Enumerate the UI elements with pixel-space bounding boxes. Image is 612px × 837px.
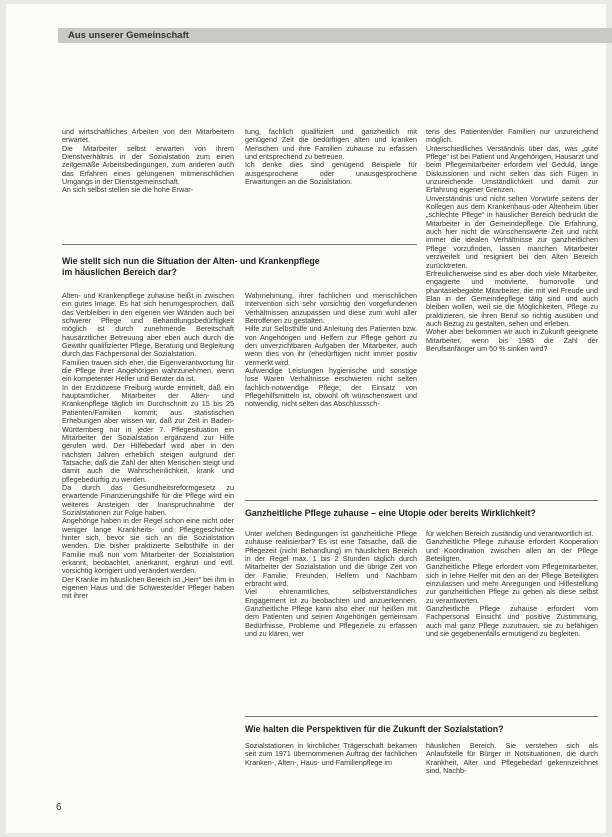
paragraph: Erfreulicherweise sind es aber doch viele Mitarbeiter, engagierte und motivierte, humorvolle und phantasiebegabte Mitarbeiter, die mit viel Freude und Elan in der Gemeindepflege tätig sind und auch bleiben wollen, weil sie die Möglichkeiten, Pflege zu praktizieren, sie ihren Beruf so richtig ausüben und auch Bezug zu gestalten, sehen und erleben.	[426, 268, 598, 328]
paragraph: Da durch das Gesundheitsreformgesetz zu erwartende Finanzierungshilfe für die Pflege wird ein weiteres Ansteigen der Inanspruchnahme der Sozialstationen zur Folge haben.	[62, 482, 234, 517]
section-heading-situation	[62, 256, 422, 278]
paragraph: Unterschiedliches Verständnis über das, was „gute Pflege“ ist bei Patient und Angehörigen, Hausarzt und beim Pflegemitarbeiter erfordern viel Geduld, lange Diskussionen und nicht selten das sich Fügen in unzureichende Umständlichkeit und damit zur Erfahrung eigener Grenzen.	[426, 143, 598, 195]
paragraph: Woher aber bekommen wir auch in Zukunft geeignete Mitarbeiter, wenn bis 1985 die Zahl der Berufsanfänger um 50 % sinken wird?	[426, 327, 598, 353]
paragraph: In der Erzdiözese Freiburg wurde ermittelt, daß ein hauptamtlicher Mitarbeiter der Alten- und Krankenpflege täglich im Durchschnitt zu 15 bis 25 Patienten/Familien kommt; aus statistischen Erhebungen aber wissen wir, daß zur Zeit in Baden-Württemberg nur in jeder 7. Pflegesituation ein Mitarbeiter der Sozialstation ergänzend zur Hilfe gerufen wird. Der Hilfebedarf wird aber in den nächsten Jahren erheblich steigen aufgrund der Tatsache, daß die Zahl der alten Menschen steigt und damit auch die Wahrscheinlichkeit, krank und pflegebedürftig zu werden.	[62, 382, 234, 484]
paragraph: Aufwendige Leistungen hygienische und sonstige lose Waren Verhältnisse erschweren nicht selten fachlich-notwendige Pflege; der Einsatz von Pflegehilfsmitteln ist, obwohl oft wünschenswert und notwendig, nicht selten das Abschlusssch-	[245, 366, 417, 409]
section-rule	[245, 500, 598, 501]
paragraph: Angehörige haben in der Regel schon eine nicht oder weniger lange Krankheits- und Pflegegeschichte hinter sich, bevor sie sich an die Sozialstation wenden. Die bisher praktizierte Selbsthilfe in der Familie muß nun vom Mitarbeiter der Sozialstation erkannt, beobachtet, anerkannt, ergänzt und evtl. vorsichtig korrigiert und verändert werden.	[62, 516, 234, 576]
paragraph: An sich selbst stellen sie die hohe Erwar-	[62, 185, 194, 195]
paragraph: Unter welchen Bedingungen ist ganzheitliche Pflege zuhause realisierbar? Es ist eine Tatsache, daß die Pflegezeit (nicht Behandlung) im häuslichen Bereich in der Regel max. 1 bis 2 Stunden täglich durch Mitarbeiter der Sozialstation und die übrige Zeit von der Familie, Freunden, Helfern und Nachbarn erbracht wird.	[245, 530, 417, 589]
paragraph: tung, fachlich qualifiziert und ganzheitlich mit genügend Zeit die bedürftigen alten und kranken Menschen und ihre Familien zuhause zu erfassen und entsprechend zu betreuen.	[245, 128, 417, 162]
paragraph: Viel ehrenamtliches, selbstverständliches Engagement ist zu beobachten und anzuerkennen. Ganzheitliche Pflege kann also eher nur heißen mit dem Patienten und seinen Angehörigen gemeinsam Bedürfnisse, Probleme und Pflegeziele zu erfassen und zu klären, wer	[245, 587, 417, 639]
section-rule	[62, 244, 417, 245]
heading-line: im häuslichen Bereich dar?	[62, 266, 177, 277]
section2-column-2	[245, 530, 417, 692]
top-column-2	[245, 128, 417, 223]
paragraph: Unverständnis und nicht selten Vorwürfe seitens der Kollegen aus dem Krankenhaus oder Altenheim über „schlechte Pflege“ in häuslicher Bereich bedrückt die Mitarbeiter in der Gemeindepflege. Die Erfahrung, auch hier nicht die wünschenswerte Zeit und nicht immer die idealen Verhältnisse zur ganzheitlichen Pflege vorzufinden, lassen manchen Mitarbeiter verzweifelt und resigniert bei den Alten Bereich zurücktreten.	[426, 193, 598, 270]
section3-column-2	[245, 742, 417, 802]
paragraph: Die Mitarbeiter selbst erwarten von ihrem Dienstverhältnis in der Sozialstation zum einen zeitgemäße Arbeitsbedingungen, zum anderen auch das Erfahren eines gelungenen mitmenschlichen Umgangs in der Dienstgemeinschaft.	[62, 143, 234, 187]
section-rule	[245, 716, 598, 717]
paragraph: tens des Patienten/der Familien nur unzureichend möglich.	[426, 128, 598, 145]
section-heading-perspektiven: Wie halten die Perspektiven für die Zukunft der Sozialstation?	[245, 724, 504, 734]
section1-column-1	[62, 292, 234, 792]
top-column-3	[426, 128, 598, 480]
page-number: 6	[56, 802, 62, 813]
paragraph: Ganzheitliche Pflege zuhause erfordert vom Fachpersonal Einsicht und positive Zustimmung, auch mal ganz Pflege zuzutrauen, sie zu befähigen und sie gegebenenfalls ermutigend zu begleiten.	[426, 604, 598, 639]
section-header-label: Aus unserer Gemeinschaft	[68, 30, 189, 41]
heading-line: Wie stellt sich nun die Situation der Alten- und Krankenpflege	[62, 256, 320, 266]
paragraph: häuslichen Bereich. Sie verstehen sich als Anlaufstelle für Bürger in Notsituationen, die durch Krankheit, Alter und Pflegebedarf gekennzeichnet sind, Nachb-	[426, 742, 598, 776]
paragraph: Familien trauen sich eher, die Eigenverantwortung für die Pflege ihrer Angehörigen wahrzunehmen, wenn ein kompetenter Helfer und Berater da ist.	[62, 357, 234, 384]
paragraph: für welchen Bereich zuständig und verantwortlich ist.	[426, 530, 594, 538]
top-column-1	[62, 128, 234, 223]
paragraph: Sozialstationen in kirchlicher Trägerschaft bekamen seit zum 1971 übernommenen Auftrag der fachlichen Kranken-, Alten-, Haus- und Familienpflege im	[245, 742, 417, 767]
paragraph: Der Kranke im häuslichen Bereich ist „Herr“ bei ihm in eigenen Haus und die Schwester/der Pfleger haben mit ihrer	[62, 574, 234, 601]
paragraph: Ganzheitliche Pflege zuhause erfordert Kooperation und Koordination zwischen allen an der Pflege Beteiligten.	[426, 537, 598, 564]
paragraph: und wirtschaftliches Arbeiten von den Mitarbeitern erwartet.	[62, 128, 234, 145]
paragraph: Wahrnehmung, ihrer fachlichen und menschlichen Intervention sich sehr vorsichtig den vorgefundenen Verhältnissen anzupassen und diese zum wohl aller Betroffenen zu gestalten.	[245, 292, 417, 326]
section2-column-3	[426, 530, 598, 692]
paragraph: Hilfe zur Selbsthilfe und Anleitung des Patienten bzw. von Angehörigen und Helfern zur Pflege gehört zu den unverzichtbaren Aufgaben der Mitarbeiter, auch wenn dies von ihr (ehedürftigen nicht immer positiv vermerkt wird.	[245, 324, 417, 367]
section-heading-ganzheitliche-pflege: Ganzheitliche Pflege zuhause – eine Utopie oder bereits Wirklichkeit?	[245, 508, 536, 518]
section1-column-2	[245, 292, 417, 478]
paragraph: Alten- und Krankenpflege zuhause heißt in zwischen ein gutes Image. Es hat sich herumgesprochen, daß das Verbleiben in den eigenen vier Wänden auch bei schwerer Pflege und Behandlungsbedürftigkeit möglich ist durch zunehmende Bereitschaft hausärztlicher Betreuung aber eben auch durch die Gewähr qualifizierter Pflege, Beratung und Begleitung durch das Fachpersonal der Sozialstation.	[62, 292, 234, 359]
section3-column-3	[426, 742, 598, 802]
paragraph: Ich denke dies sind genügend Beispiele für ausgesprochene oder unausgesprochene Erwartungen an die Sozialstation.	[245, 160, 417, 187]
paragraph: Ganzheitliche Pflege erfordert vom Pflegemitarbeiter, sich in Iehre Helfer mit den an der Pflege Beteiligten einzulassen und mehr Anregungen und Hilfestellung zur ganzheitlichen Pflege zu geben als diese selbst zu verantworten.	[426, 562, 598, 605]
